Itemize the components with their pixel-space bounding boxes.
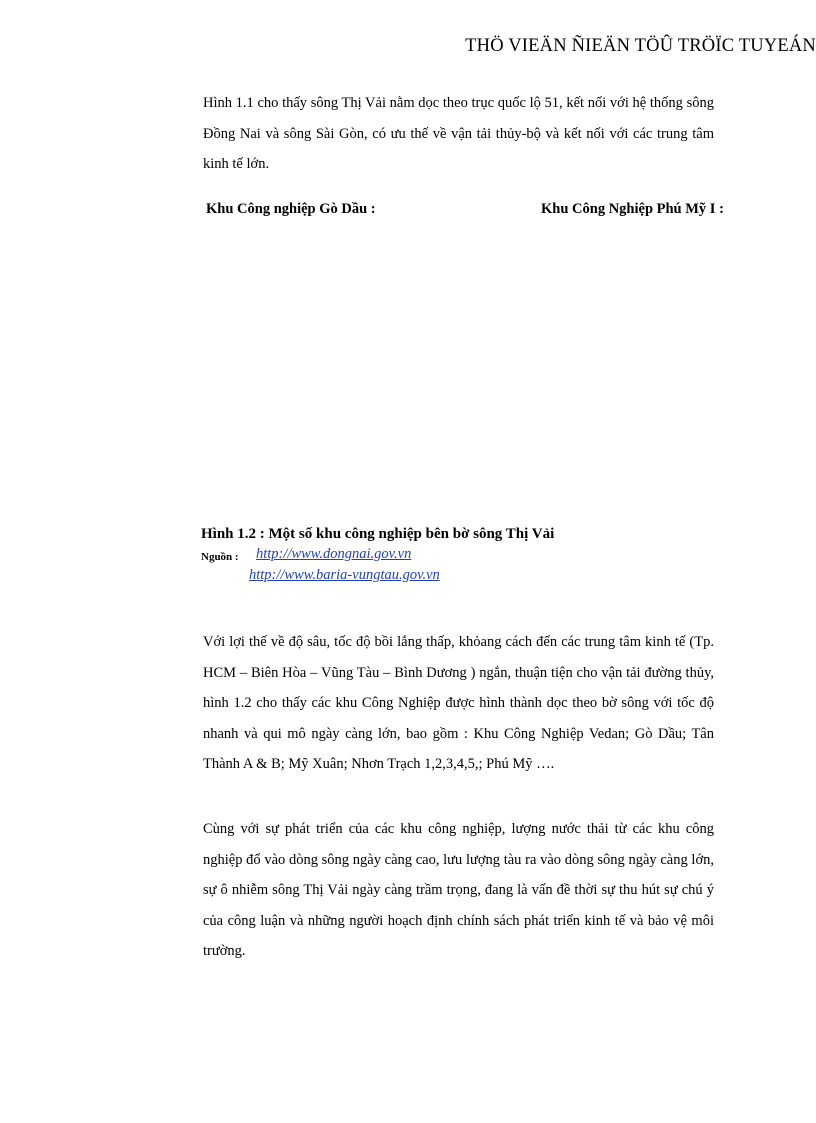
paragraph-advantages: Với lợi thế về độ sâu, tốc độ bồi lắng thấp, khỏang cách đến các trung tâm kinh tế (Tp. HCM – Biên Hòa – Vũng Tàu – Bình Dương ) ngắn, thuận tiện cho vận tải đường thủy, hình 1.2 cho thấy các khu Công Nghiệp được hình thành dọc theo bờ sông với tốc độ nhanh và qui mô ngày càng lớn, bao gồm : Khu Công Nghiệp Vedan; Gò Dầu; Tân Thành A & B; Mỹ Xuân; Nhơn Trạch 1,2,3,4,5,; Phú Mỹ …. bbox=[203, 634, 714, 772]
paragraph-pollution: Cùng với sự phát triển của các khu công nghiệp, lượng nước thải từ các khu công nghiệp đổ vào dòng sông ngày càng cao, lưu lượng tàu ra vào dòng sông ngày càng lớn, sự ô nhiễm sông Thị Vải ngày càng trầm trọng, đang là vấn đề thời sự thu hút sự chú ý của công luận và những người hoạch định chính sách phát triển kinh tế và bảo vệ môi trường. bbox=[203, 821, 714, 959]
figure-caption: Hình 1.2 : Một số khu công nghiệp bên bờ sông Thị Vải bbox=[201, 526, 555, 542]
figure-label-go-dau: Khu Công nghiệp Gò Dầu : bbox=[206, 201, 376, 217]
paragraph-intro: Hình 1.1 cho thấy sông Thị Vải nằm dọc theo trục quốc lộ 51, kết nối với hệ thống sông Đồng Nai và sông Sài Gòn, có ưu thế về vận tải thủy-bộ và kết nối với các trung tâm kinh tế lớn. bbox=[203, 95, 714, 172]
source-link-dongnai[interactable]: http://www.dongnai.gov.vn bbox=[256, 546, 412, 562]
figure-image-area bbox=[200, 232, 760, 512]
page-header-title: THÖ VIEÄN ÑIEÄN TÖÛ TRÖÏC TUYEÁN bbox=[465, 36, 816, 56]
figure-label-phu-my: Khu Công Nghiệp Phú Mỹ I : bbox=[541, 201, 724, 217]
source-link-baria-vungtau[interactable]: http://www.baria-vungtau.gov.vn bbox=[249, 567, 440, 583]
source-label: Nguồn : bbox=[201, 551, 239, 563]
